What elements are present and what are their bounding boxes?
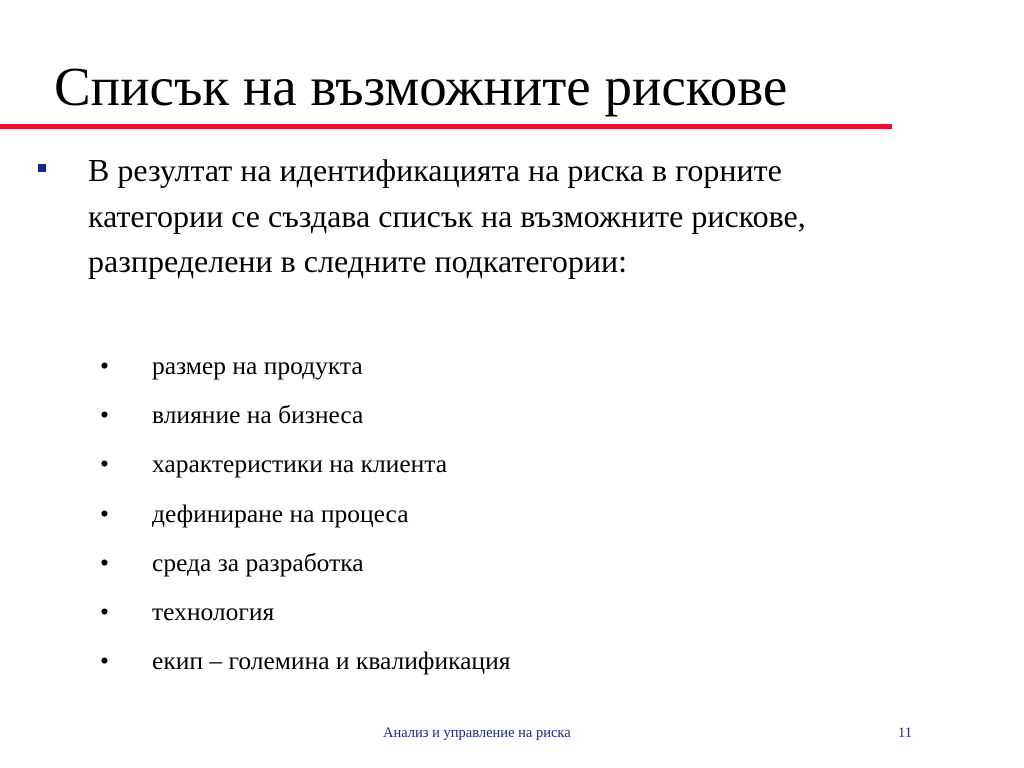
list-item-text: технология <box>152 596 275 626</box>
list-item-text: влияние на бизнеса <box>152 400 364 430</box>
main-bullet-text: В резултат на идентификацията на риска в горните категории се създава списък на възможните рискове, разпределени в следните подкатегории: <box>88 152 806 279</box>
slide-title: Списък на възможните рискове <box>54 56 788 117</box>
title-underline <box>0 124 892 129</box>
list-item-text: дефиниране на процеса <box>152 498 409 528</box>
list-item-text: екип – големина и квалификация <box>152 646 511 676</box>
list-item-text: характеристики на клиента <box>152 449 448 479</box>
bullet-dot-icon: • <box>100 646 109 676</box>
list-item-text: размер на продукта <box>152 351 363 380</box>
bullet-dot-icon: • <box>100 498 109 528</box>
bullet-dot-icon: • <box>100 351 109 380</box>
list-item-text: среда за разработка <box>152 547 364 577</box>
bullet-dot-icon: • <box>100 449 109 479</box>
bullet-dot-icon: • <box>100 547 109 577</box>
slide-footer: Анализ и управление на риска <box>383 725 571 741</box>
bullet-dot-icon: • <box>100 596 109 626</box>
square-bullet-icon <box>38 164 46 172</box>
bullet-dot-icon: • <box>100 400 109 430</box>
page-number: 11 <box>898 725 912 741</box>
